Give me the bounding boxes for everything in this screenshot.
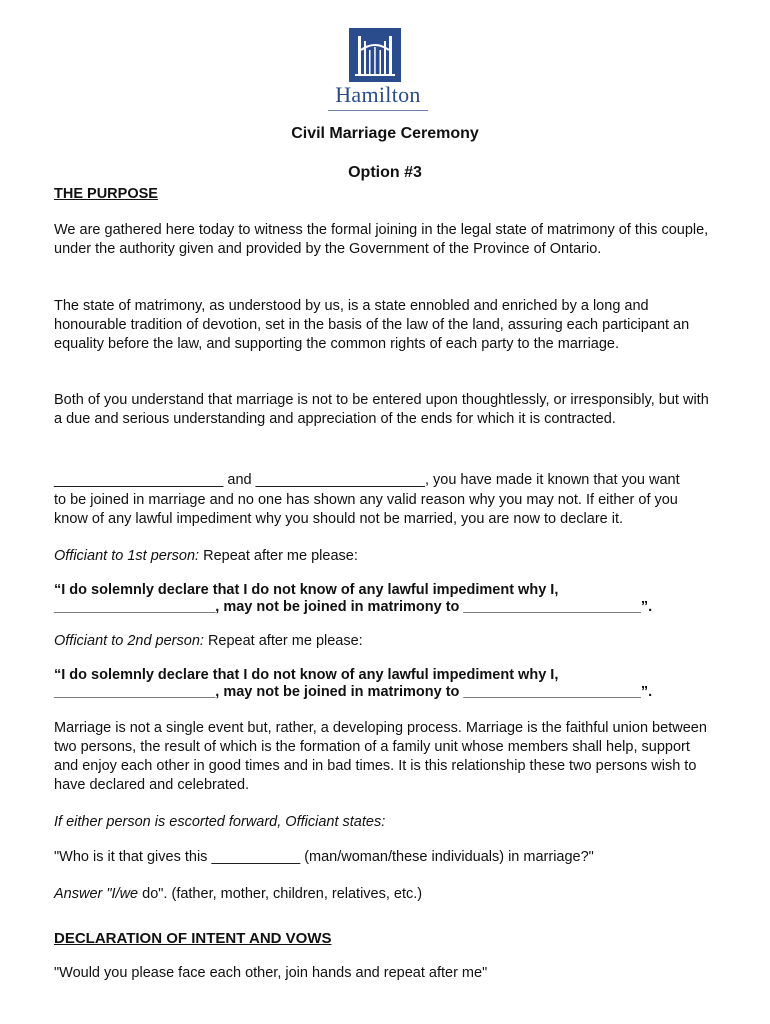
- officiant-1-label: Officiant to 1st person:: [54, 548, 200, 564]
- hamilton-crest-icon: [349, 28, 401, 82]
- declaration-1-line-1: “I do solemnly declare that I do not know of any lawful impediment why I,: [54, 582, 559, 598]
- hamilton-logo: [318, 28, 438, 112]
- declaration-heading: DECLARATION OF INTENT AND VOWS: [54, 930, 332, 947]
- logo-underline: [328, 110, 428, 111]
- answer-rest: do". (father, mother, children, relatives, etc.): [138, 886, 423, 902]
- escort-note: If either person is escorted forward, Officiant states:: [54, 814, 386, 830]
- document-title: Civil Marriage Ceremony: [291, 125, 479, 142]
- document-subtitle: Option #3: [348, 164, 422, 181]
- purpose-heading: THE PURPOSE: [54, 186, 158, 202]
- officiant-2-instruction: Repeat after me please:: [203, 633, 363, 649]
- logo-wordmark: Hamilton: [335, 82, 421, 107]
- answer-lead: Answer "I/we: [54, 886, 139, 902]
- declaration-2-line-1: “I do solemnly declare that I do not know of any lawful impediment why I,: [54, 667, 559, 683]
- names-line: _____________________ and _____________________, you have made it known that you want: [54, 472, 680, 488]
- officiant-1-instruction: Repeat after me please:: [199, 548, 358, 564]
- declaration-1-line-2: ____________________, may not be joined in matrimony to ______________________”.: [54, 599, 653, 615]
- declaration-line: "Would you please face each other, join hands and repeat after me": [54, 965, 488, 981]
- declaration-2-line-2: ____________________, may not be joined in matrimony to ______________________”.: [54, 684, 653, 700]
- gives-question: "Who is it that gives this ___________ (man/woman/these individuals) in marriage?": [54, 849, 594, 865]
- officiant-1-prompt: [54, 547, 714, 566]
- purpose-paragraph-2: The state of matrimony, as understood by us, is a state ennobled and enriched by a long and honourable tradition of devotion, set in the basis of the law of the land, assuring each participant an equality before the law, and supporting the common rights of each party to the marriage.: [54, 298, 690, 352]
- officiant-2-label: Officiant to 2nd person:: [54, 633, 204, 649]
- marriage-paragraph: Marriage is not a single event but, rather, a developing process. Marriage is the faithful union between two persons, the result of which is the formation of a family unit whose members shall help, support and enjoy each other in good times and in bad times. It is this relationship these two persons wish to have declared and celebrated.: [54, 720, 707, 793]
- purpose-paragraph-1: We are gathered here today to witness the formal joining in the legal state of matrimony of this couple, under the authority given and provided by the Government of the Province of Ontario.: [54, 222, 709, 257]
- purpose-paragraph-3: Both of you understand that marriage is not to be entered upon thoughtlessly, or irresponsibly, but with a due and serious understanding and appreciation of the ends for which it is contracted.: [54, 392, 709, 427]
- officiant-2-prompt: [54, 632, 714, 651]
- answer-line: [54, 885, 714, 904]
- impediment-paragraph: to be joined in marriage and no one has shown any valid reason why you may not. If either of you know of any lawful impediment why you should not be married, you are now to declare it.: [54, 492, 678, 527]
